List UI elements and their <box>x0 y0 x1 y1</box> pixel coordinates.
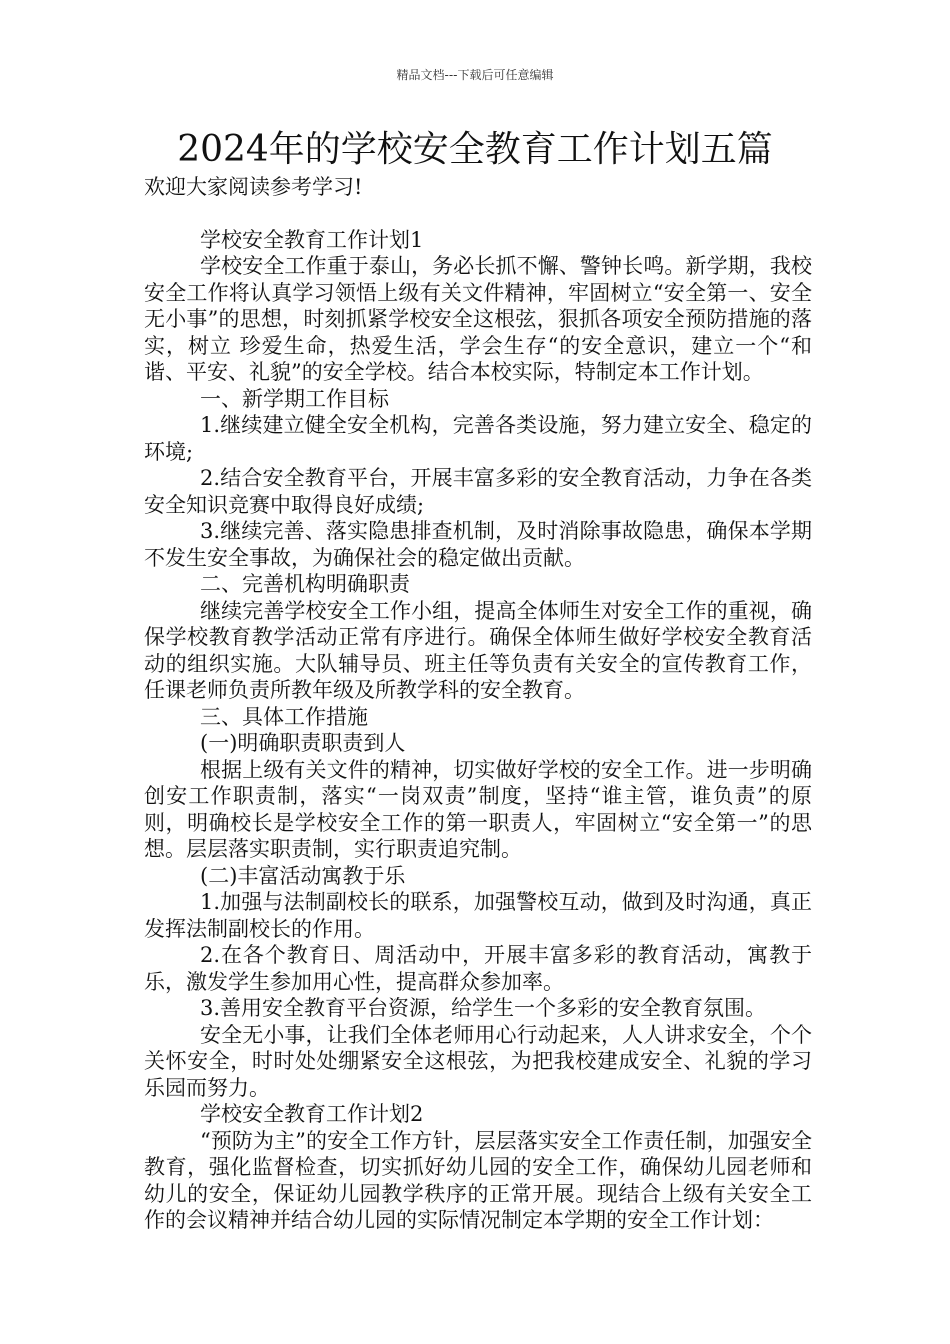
paragraph: (二)丰富活动寓教于乐 <box>200 863 406 888</box>
paragraph: 学校安全教育工作计划1 <box>200 227 424 252</box>
paragraph: 2.在各个教育日、周活动中，开展丰富多彩的教育活动，寓教于乐，激发学生参加用心性，提高群众参加率。 <box>144 943 812 994</box>
page-header: 精品文档---下载后可任意编辑 <box>396 68 554 82</box>
paragraph: 1.继续建立健全安全机构，完善各类设施，努力建立安全、稳定的环境; <box>144 413 812 464</box>
spacer <box>144 201 812 227</box>
paragraph: 三、具体工作措施 <box>200 704 368 729</box>
paragraph: 1.加强与法制副校长的联系，加强警校互动，做到及时沟通，真正发挥法制副校长的作用。 <box>144 890 812 941</box>
paragraph: 继续完善学校安全工作小组，提高全体师生对安全工作的重视，确保学校教育教学活动正常有序进行。确保全体师生做好学校安全教育活动的组织实施。大队辅导员、班主任等负责有关安全的宣传教育工作，任课老师负责所教年级及所教学科的安全教育。 <box>144 598 812 702</box>
paragraph: 安全无小事，让我们全体老师用心行动起来，人人讲求安全，个个关怀安全，时时处处绷紧安全这根弦，为把我校建成安全、礼貌的学习乐园而努力。 <box>144 1022 812 1100</box>
paragraph: 3.善用安全教育平台资源，给学生一个多彩的安全教育氛围。 <box>200 996 767 1020</box>
paragraph: 学校安全工作重于泰山，务必长抓不懈、警钟长鸣。新学期，我校安全工作将认真学习领悟上级有关文件精神，牢固树立“安全第一、安全无小事”的思想，时刻抓紧学校安全这根弦，狠抓各项安全预防措施的落实，树立 珍爱生命，热爱生活，学会生存“的安全意识，建立一个“和谐、平安、礼貌”的安全学校。结合本校实际，特制定本工作计划。 <box>144 254 812 384</box>
paragraph: 学校安全教育工作计划2 <box>200 1102 424 1126</box>
paragraph: 一、新学期工作目标 <box>200 386 389 411</box>
paragraph: 2.结合安全教育平台，开展丰富多彩的安全教育活动，力争在各类安全知识竞赛中取得良好成绩; <box>144 466 812 517</box>
paragraph: (一)明确职责职责到人 <box>200 731 406 755</box>
document-body <box>144 174 812 1234</box>
paragraph-list <box>144 227 812 1234</box>
paragraph: 二、完善机构明确职责 <box>200 572 410 596</box>
paragraph: “预防为主”的安全工作方针，层层落实安全工作责任制，加强安全教育，强化监督检查，切实抓好幼儿园的安全工作，确保幼儿园老师和幼儿的安全，保证幼儿园教学秩序的正常开展。现结合上级有关安全工作的会议精神并结合幼儿园的实际情况制定本学期的安全工作计划： <box>144 1128 812 1232</box>
intro-line: 欢迎大家阅读参考学习! <box>144 175 363 199</box>
paragraph: 根据上级有关文件的精神，切实做好学校的安全工作。进一步明确创安工作职责制，落实“一岗双责”制度，坚持“谁主管，谁负责”的原则，明确校长是学校安全工作的第一职责人，牢固树立“安全第一”的思想。层层落实职责制，实行职责追究制。 <box>144 757 812 861</box>
paragraph: 3.继续完善、落实隐患排查机制，及时消除事故隐患，确保本学期不发生安全事故，为确保社会的稳定做出贡献。 <box>144 519 812 570</box>
document-title: 2024年的学校安全教育工作计划五篇 <box>177 129 773 170</box>
